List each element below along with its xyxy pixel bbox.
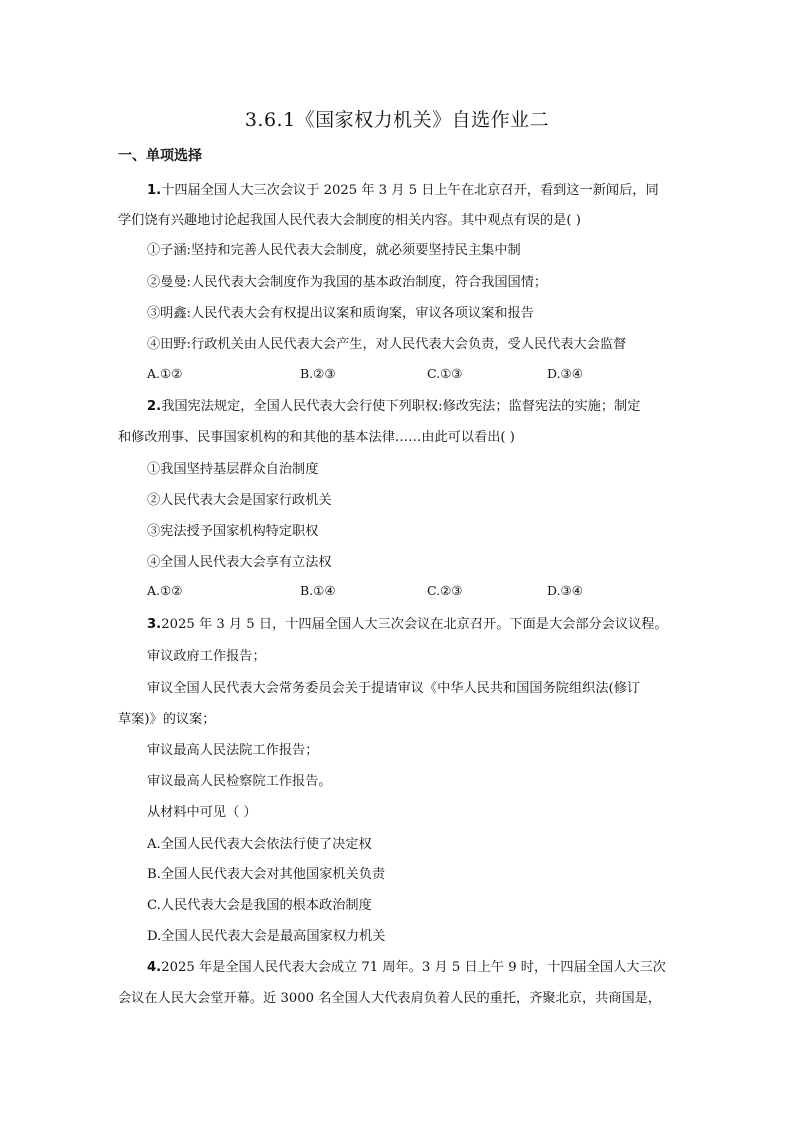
question-2-item-3: ③宪法授予国家机构特定职权 bbox=[147, 524, 319, 539]
question-2-item-2: ②人民代表大会是国家行政机关 bbox=[147, 493, 332, 508]
question-3-agenda-4: 审议最高人民法院工作报告； bbox=[147, 743, 319, 758]
question-1-stem-line-2: 学们饶有兴趣地讨论起我国人民代表大会制度的相关内容。其中观点有误的是( ) bbox=[118, 213, 581, 228]
question-1-item-1: ①子涵:坚持和完善人民代表大会制度，就必须要坚持民主集中制 bbox=[147, 243, 521, 258]
question-3-stem-text: 2025 年 3 月 5 日，十四届全国人大三次会议在北京召开。下面是大会部分会议议程。 bbox=[161, 617, 668, 632]
question-2-item-1: ①我国坚持基层群众自治制度 bbox=[147, 462, 319, 477]
question-3-prompt: 从材料中可见（ ） bbox=[147, 805, 257, 820]
document-title: 3.6.1《国家权力机关》自选作业二 bbox=[244, 109, 550, 131]
question-1-stem-line-1 bbox=[147, 179, 659, 198]
question-4-number: 4. bbox=[147, 960, 162, 975]
question-2-options bbox=[147, 583, 627, 601]
question-3-agenda-3: 草案)》的议案； bbox=[118, 712, 216, 727]
question-1-item-4: ④田野:行政机关由人民代表大会产生，对人民代表大会负责，受人民代表大会监督 bbox=[147, 337, 627, 352]
question-4-stem-line-1 bbox=[147, 956, 666, 975]
question-3-option-d[interactable]: D.全国人民代表大会是最高国家权力机关 bbox=[147, 929, 386, 944]
question-1-options bbox=[147, 366, 627, 384]
question-1-option-a[interactable]: A.①② bbox=[147, 366, 183, 381]
question-3-option-c[interactable]: C.人民代表大会是我国的根本政治制度 bbox=[147, 898, 372, 913]
question-1-item-3: ③明鑫:人民代表大会有权提出议案和质询案，审议各项议案和报告 bbox=[147, 306, 534, 321]
question-2-stem-line-2: 和修改刑事、民事国家机构的和其他的基本法律……由此可以看出( ) bbox=[118, 430, 515, 445]
question-3-agenda-1: 审议政府工作报告； bbox=[147, 649, 266, 664]
question-3-agenda-2: 审议全国人民代表大会常务委员会关于提请审议《中华人民共和国国务院组织法(修订 bbox=[147, 681, 641, 696]
question-4-stem-line-2: 会议在人民大会堂开幕。近 3000 名全国人大代表肩负着人民的重托，齐聚北京，共商国是， bbox=[118, 991, 662, 1006]
question-3-option-b[interactable]: B.全国人民代表大会对其他国家机关负责 bbox=[147, 867, 386, 882]
section-heading: 一、单项选择 bbox=[118, 148, 202, 164]
question-4-stem-text: 2025 年是全国人民代表大会成立 71 周年。3 月 5 日上午 9 时，十四届全国人大三次 bbox=[161, 960, 666, 975]
question-3-stem-line-1 bbox=[147, 613, 668, 632]
question-1-option-c[interactable]: C.①③ bbox=[427, 366, 463, 381]
question-2-option-a[interactable]: A.①② bbox=[147, 583, 183, 598]
question-3-number: 3. bbox=[147, 617, 162, 632]
question-1-option-d[interactable]: D.③④ bbox=[547, 366, 583, 381]
question-1-stem-text: 十四届全国人大三次会议于 2025 年 3 月 5 日上午在北京召开，看到这一新闻后，同 bbox=[161, 183, 659, 198]
question-2-item-4: ④全国人民代表大会享有立法权 bbox=[147, 555, 332, 570]
question-3-option-a[interactable]: A.全国人民代表大会依法行使了决定权 bbox=[147, 837, 372, 852]
question-2-stem-line-1 bbox=[147, 395, 640, 414]
question-2-option-c[interactable]: C.②③ bbox=[427, 583, 463, 598]
question-1-item-2: ②曼曼:人民代表大会制度作为我国的基本政治制度，符合我国国情； bbox=[147, 275, 548, 290]
question-2-number: 2. bbox=[147, 399, 162, 414]
question-2-option-b[interactable]: B.①④ bbox=[300, 583, 336, 598]
question-2-stem-text: 我国宪法规定，全国人民代表大会行使下列职权:修改宪法；监督宪法的实施；制定 bbox=[161, 399, 641, 414]
question-1-option-b[interactable]: B.②③ bbox=[300, 366, 336, 381]
question-2-option-d[interactable]: D.③④ bbox=[547, 583, 583, 598]
question-1-number: 1. bbox=[147, 183, 162, 198]
question-3-agenda-5: 审议最高人民检察院工作报告。 bbox=[147, 774, 332, 789]
